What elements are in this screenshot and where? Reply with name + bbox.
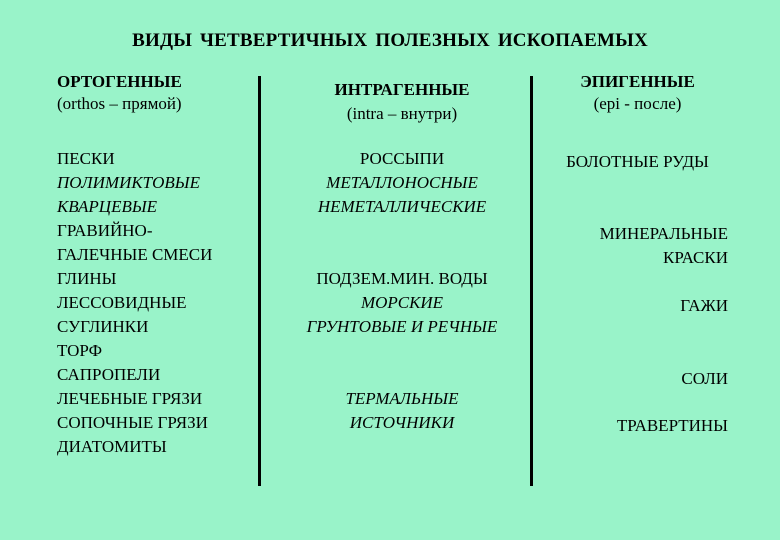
intragenic-group-waters: [268, 267, 536, 339]
list-item: СУГЛИНКИ: [57, 317, 149, 336]
list-item: ГАЛЕЧНЫЕ СМЕСИ: [57, 245, 213, 264]
epigenic-item-bog-ores: БОЛОТНЫЕ РУДЫ: [566, 152, 709, 171]
group-sub: МЕТАЛЛОНОСНЫЕ: [326, 173, 478, 192]
list-item: ДИАТОМИТЫ: [57, 437, 167, 456]
header-epigenic-name: ЭПИГЕННЫЕ: [580, 72, 695, 91]
divider-left: [258, 76, 261, 486]
group-sub: ИСТОЧНИКИ: [349, 413, 455, 432]
epigenic-item-gazhi: ГАЖИ: [680, 296, 728, 315]
list-item: САПРОПЕЛИ: [57, 365, 161, 384]
header-epigenic-subtitle: (epi - после): [593, 94, 682, 113]
group-sub: НЕМЕТАЛЛИЧЕСКИЕ: [317, 197, 487, 216]
intragenic-group-thermal: [268, 387, 536, 435]
group-sub: МОРСКИЕ: [360, 293, 444, 312]
page-title: ВИДЫ ЧЕТВЕРТИЧНЫХ ПОЛЕЗНЫХ ИСКОПАЕМЫХ: [132, 30, 648, 51]
group-main: РОССЫПИ: [359, 149, 445, 168]
epigenic-item-salts: СОЛИ: [681, 369, 728, 388]
header-intragenic: [268, 79, 536, 125]
list-item: ПЕСКИ: [57, 149, 115, 168]
list-item: ГЛИНЫ: [57, 269, 117, 288]
epigenic-item-travertines: ТРАВЕРТИНЫ: [616, 416, 728, 435]
list-item: ТОРФ: [57, 341, 103, 360]
list-item: ЛЕЧЕБНЫЕ ГРЯЗИ: [57, 389, 203, 408]
list-item: СОПОЧНЫЕ ГРЯЗИ: [57, 413, 208, 432]
header-orthogenic: [57, 71, 182, 115]
orthogenic-list: [57, 147, 212, 459]
header-orthogenic-subtitle: (orthos – прямой): [57, 94, 182, 113]
group-sub: ТЕРМАЛЬНЫЕ: [345, 389, 459, 408]
group-main: ПОДЗЕМ.МИН. ВОДЫ: [316, 269, 488, 288]
header-epigenic: [540, 71, 735, 115]
header-intragenic-subtitle: (intra – внутри): [346, 104, 458, 123]
header-orthogenic-name: ОРТОГЕННЫЕ: [57, 72, 182, 91]
intragenic-group-placers: [268, 147, 536, 219]
header-intragenic-name: ИНТРАГЕННЫЕ: [334, 80, 470, 99]
list-item: ЛЕССОВИДНЫЕ: [57, 293, 187, 312]
list-item: МИНЕРАЛЬНЫЕ: [599, 224, 728, 243]
list-item: КВАРЦЕВЫЕ: [57, 197, 158, 216]
list-item: ГРАВИЙНО-: [57, 221, 153, 240]
epigenic-item-mineral-paints: [528, 222, 728, 270]
list-item: ПОЛИМИКТОВЫЕ: [57, 173, 200, 192]
group-sub: ГРУНТОВЫЕ И РЕЧНЫЕ: [306, 317, 498, 336]
list-item: КРАСКИ: [662, 248, 728, 267]
